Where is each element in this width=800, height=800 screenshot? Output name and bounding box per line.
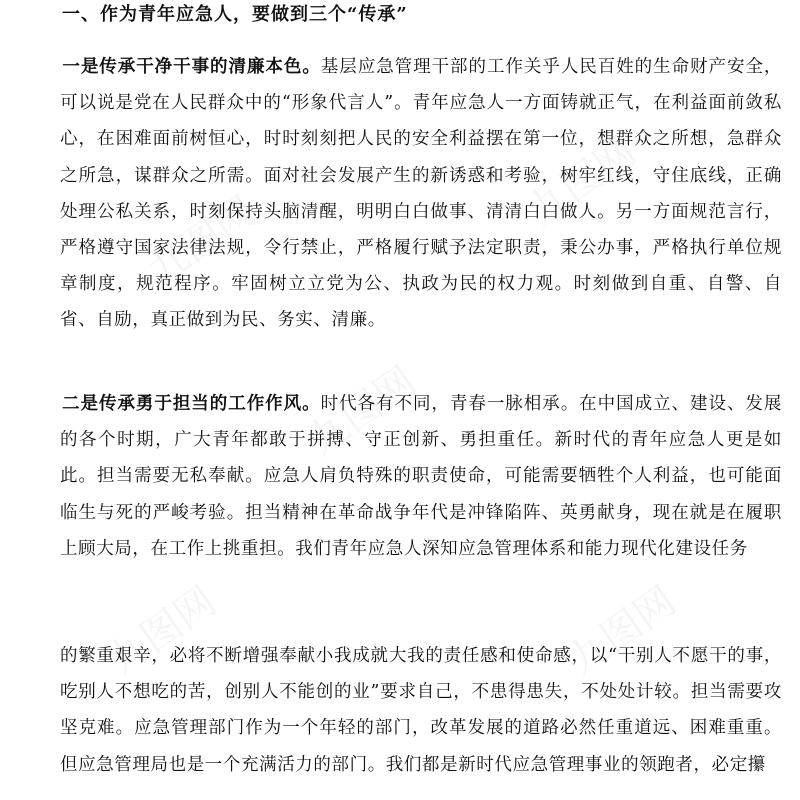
paragraph-1: [60, 49, 782, 339]
section-heading: 一、作为青年应急人，要做到三个“传承”: [62, 4, 408, 25]
paragraph-1-body: 基层应急管理干部的工作关乎人民百姓的生命财产安全，可以说是党在人民群众中的“形象代言人”。青年应急人一方面铸就正气，在利益面前敛私心，在困难面前树恒心，时时刻刻把人民的安全利益摆在第一位，想群众之所想，急群众之所急，谋群众之所需。面对社会发展产生的新诱惑和考验，树牢红线，守住底线，正确处理公私关系，时刻保持头脑清醒，明明白白做事、清清白白做人。另一方面规范言行，严格遵守国家法律法规，令行禁止，严格履行赋予法定职责，秉公办事，严格执行单位规章制度，规范程序。牢固树立立党为公、执政为民的权力观。时刻做到自重、自警、自省、自励，真正做到为民、务实、清廉。: [60, 57, 782, 331]
paragraph-3: [60, 638, 782, 783]
paragraph-2: [60, 386, 782, 567]
paragraph-1-lead: 一是传承干净干事的清廉本色。: [62, 57, 321, 77]
paragraph-2-body: 时代各有不同，青春一脉相承。在中国成立、建设、发展的各个时期，广大青年都敢于拼搏、守正创新、勇担重任。新时代的青年应急人更是如此。担当需要无私奉献。应急人肩负特殊的职责使命，可能需要牺牲个人利益，也可能面临生与死的严峻考验。担当精神在革命战争年代是冲锋陷阵、英勇献身，现在就是在履职上顾大局，在工作上挑重担。我们青年应急人深知应急管理体系和能力现代化建设任务: [60, 394, 782, 559]
paragraph-3-body: 的繁重艰辛，必将不断增强奉献小我成就大我的责任感和使命感，以“干别人不愿干的事，吃别人不想吃的苦，创别人不能创的业”要求自己，不患得患失，不处处计较。担当需要攻坚克难。应急管理部门作为一个年轻的部门，改革发展的道路必然任重道远、困难重重。但应急管理局也是一个充满活力的部门。我们都是新时代应急管理事业的领跑者，必定攥: [60, 646, 782, 775]
paragraph-2-lead: 二是传承勇于担当的工作作风。: [62, 394, 321, 414]
